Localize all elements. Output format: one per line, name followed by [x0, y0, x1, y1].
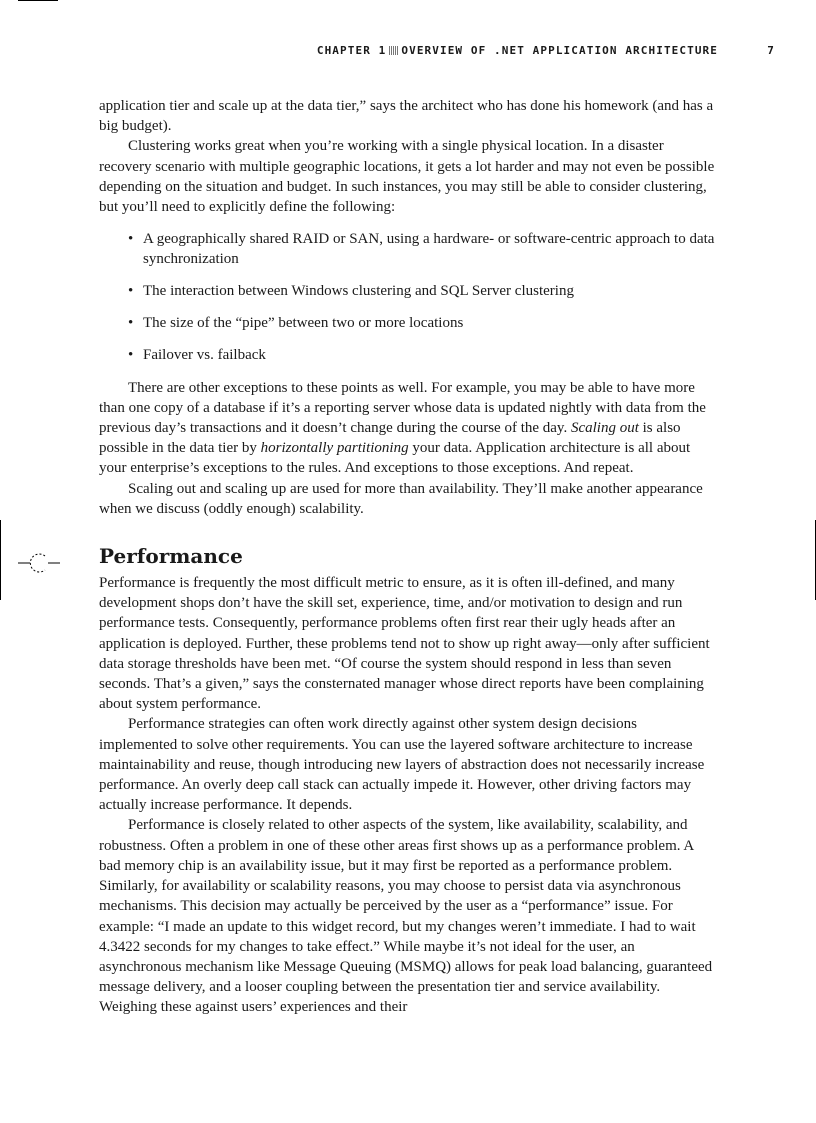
text-run: is also possible in the data tier by: [99, 420, 681, 457]
chapter-label: CHAPTER 1: [316, 44, 387, 57]
list-item: • The interaction between Windows clustering and SQL Server clustering: [99, 281, 715, 301]
paragraph-performance-2: Performance strategies can often work directly against other system design decisions implemented to solve other requirements. You can use the layered software architecture to increase maintainability and reuse, though introducing new layers of abstraction does not necessarily increase performance. An overly deep call stack can actually impede it. However, other driving factors may actually increase performance. It depends.: [99, 716, 705, 814]
crop-mark-left: [0, 520, 1, 600]
crop-mark-top: [18, 0, 58, 1]
paragraph-continued: application tier and scale up at the data tier,” says the architect who has done his homework (and has a big budget).: [99, 98, 714, 135]
registration-mark-icon: [18, 548, 60, 578]
section-heading-performance: Performance: [99, 544, 243, 569]
paragraph-exceptions: [99, 378, 715, 479]
italic-term: Scaling out: [570, 420, 639, 437]
paragraph-scaling: Scaling out and scaling up are used for more than availability. They’ll make another appearance when we discuss (oddly enough) scalability.: [99, 480, 703, 517]
paragraph-clustering: Clustering works great when you’re working with a single physical location. In a disaster recovery scenario with multiple geographic locations, it gets a lot harder and may not even be possible depending on the situation and budget. In such instances, you may still be able to consider clustering, but you’ll need to explicitly define the following:: [99, 138, 715, 216]
chapter-title: OVERVIEW OF .NET APPLICATION ARCHITECTURE: [401, 44, 718, 57]
bullet-list: [99, 229, 715, 365]
separator-icon: [389, 46, 398, 55]
paragraph-performance-1: Performance is frequently the most difficult metric to ensure, as it is often ill-defined, and many development shops don’t have the skill set, experience, time, and/or motivation to design and run performance tests. Consequently, performance problems often first rear their ugly heads after an application is deployed. Further, these problems tend not to show up right away—only after sufficient data storage thresholds have been met. “Of course the system should respond in less than seven seconds. That’s a given,” says the consternated manager whose direct reports have been complaining about system performance.: [99, 575, 710, 713]
paragraph-performance-3: Performance is closely related to other aspects of the system, like availability, scalability, and robustness. Often a problem in one of these other areas first shows up as a performance problem. A bad memory chip is an availability issue, but it may first be reported as a performance problem. Similarly, for availability or scalability reasons, you may choose to persist data via asynchronous mechanisms. This decision may actually be perceived by the user as a “performance” issue. For example: “I made an update to this widget record, but my changes weren’t immediate. I had to wait 4.3422 seconds for my changes to take effect.” While maybe it’s not ideal for the user, an asynchronous mechanism like Message Queuing (MSMQ) allows for peak load balancing, guaranteed message delivery, and a looser coupling between the presentation tier and service availability. Weighing these against users’ experiences and their: [99, 817, 713, 1016]
list-item: • The size of the “pipe” between two or more locations: [99, 313, 715, 333]
list-item: • A geographically shared RAID or SAN, using a hardware- or software-centric approach to data synchronization: [99, 229, 715, 269]
running-header: [99, 42, 775, 60]
text-run: There are other exceptions to these points as well. For example, you may be able to have more than one copy of a database if it’s a reporting server whose data is updated nightly with data from the previous day’s transactions and it doesn’t change during the course of the day.: [99, 379, 706, 437]
page-number: 7: [767, 44, 775, 57]
italic-term: horizontally partitioning: [260, 440, 409, 457]
page-body: [99, 96, 715, 1018]
chapter-heading: [317, 44, 718, 57]
text-run: your data. Application architecture is all about your enterprise’s exceptions to the rules. And exceptions to those exceptions. And repeat.: [99, 440, 691, 477]
list-item: • Failover vs. failback: [99, 345, 715, 365]
